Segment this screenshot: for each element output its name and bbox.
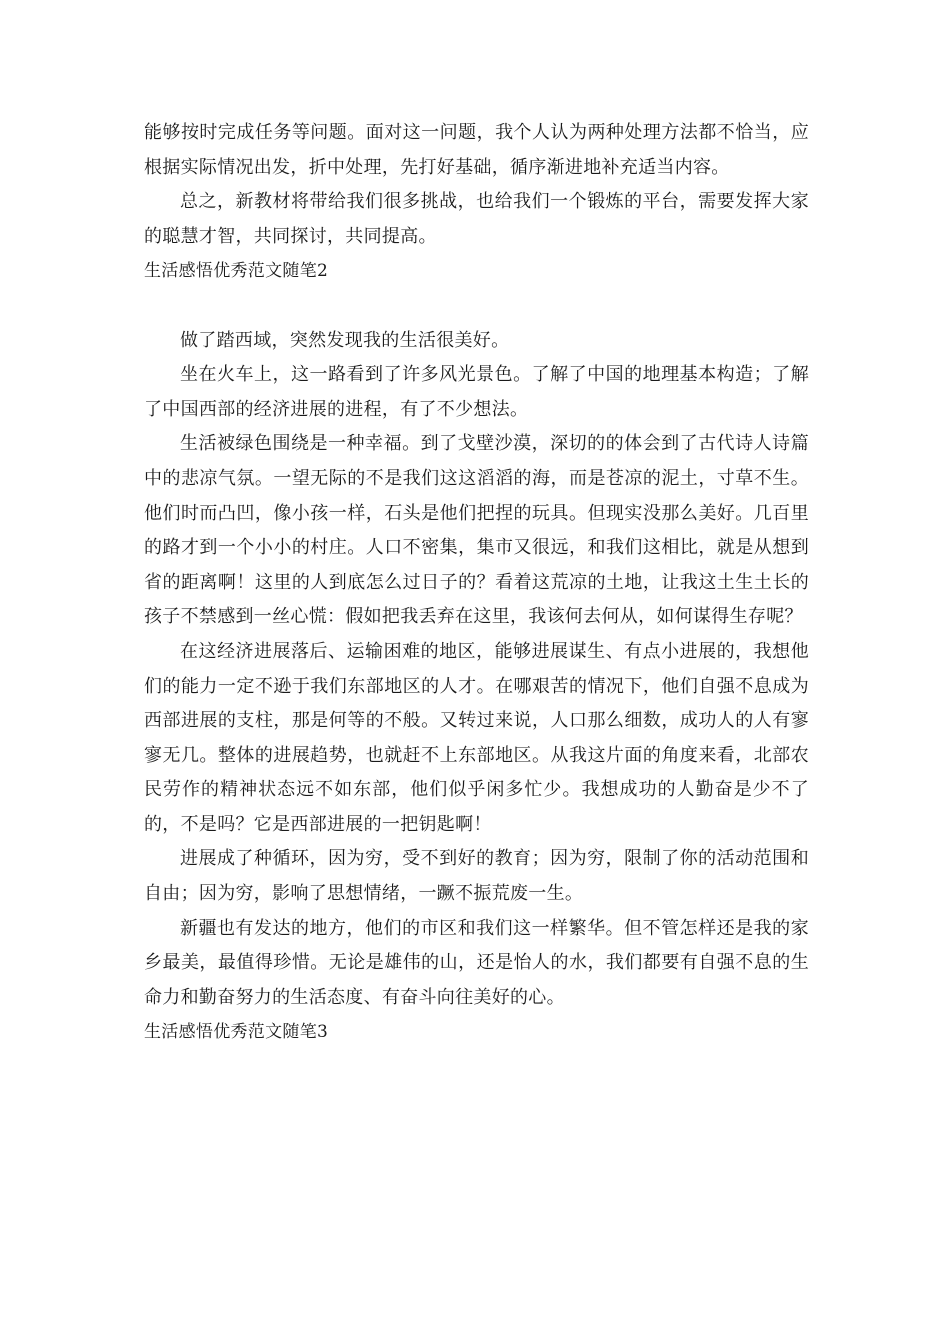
paragraph: 进展成了种循环，因为穷，受不到好的教育；因为穷，限制了你的活动范围和自由；因为穷，影响了思想情绪，一蹶不振荒废一生。	[144, 848, 809, 905]
section-heading-2: 生活感悟优秀范文随笔2	[144, 261, 329, 282]
paragraph: 生活被绿色围绕是一种幸福。到了戈壁沙漠，深切的的体会到了古代诗人诗篇中的悲凉气氛。一望无际的不是我们这这滔滔的海，而是苍凉的泥土，寸草不生。他们时而凸凹，像小孩一样，石头是他们把捏的玩具。但现实没那么美好。几百里的路才到一个小小的村庄。人口不密集，集市又很远，和我们这相比，就是从想到省的距离啊！这里的人到底怎么过日子的？看着这荒凉的土地，让我这土生土长的孩子不禁感到一丝心慌：假如把我丢弃在这里，我该何去何从，如何谋得生存呢？	[144, 433, 809, 628]
paragraph: 在这经济进展落后、运输困难的地区，能够进展谋生、有点小进展的，我想他们的能力一定不逊于我们东部地区的人才。在哪艰苦的情况下，他们自强不息成为西部进展的支柱，那是何等的不般。又转过来说，人口那么细数，成功人的人有寥寥无几。整体的进展趋势，也就赶不上东部地区。从我这片面的角度来看，北部农民劳作的精神状态远不如东部，他们似乎闲多忙少。我想成功的人勤奋是少不了的，不是吗？它是西部进展的一把钥匙啊！	[144, 640, 809, 835]
paragraph-continued: 能够按时完成任务等问题。面对这一问题，我个人认为两种处理方法都不恰当，应根据实际情况出发，折中处理，先打好基础，循序渐进地补充适当内容。	[144, 122, 809, 178]
paragraph: 新疆也有发达的地方，他们的市区和我们这一样繁华。但不管怎样还是我的家乡最美，最值得珍惜。无论是雄伟的山，还是怡人的水，我们都要有自强不息的生命力和勤奋努力的生活态度、有奋斗向往美好的心。	[144, 917, 809, 1008]
paragraph: 做了踏西域，突然发现我的生活很美好。	[180, 329, 510, 351]
paragraph-summary: 总之，新教材将带给我们很多挑战，也给我们一个锻炼的平台，需要发挥大家的聪慧才智，共同探讨，共同提高。	[144, 191, 809, 247]
paragraph: 坐在火车上，这一路看到了许多风光景色。了解了中国的地理基本构造；了解了中国西部的经济进展的进程，有了不少想法。	[144, 364, 809, 420]
section-heading-3: 生活感悟优秀范文随笔3	[144, 1022, 329, 1043]
blank-line	[144, 289, 809, 324]
document-body	[144, 116, 809, 1050]
